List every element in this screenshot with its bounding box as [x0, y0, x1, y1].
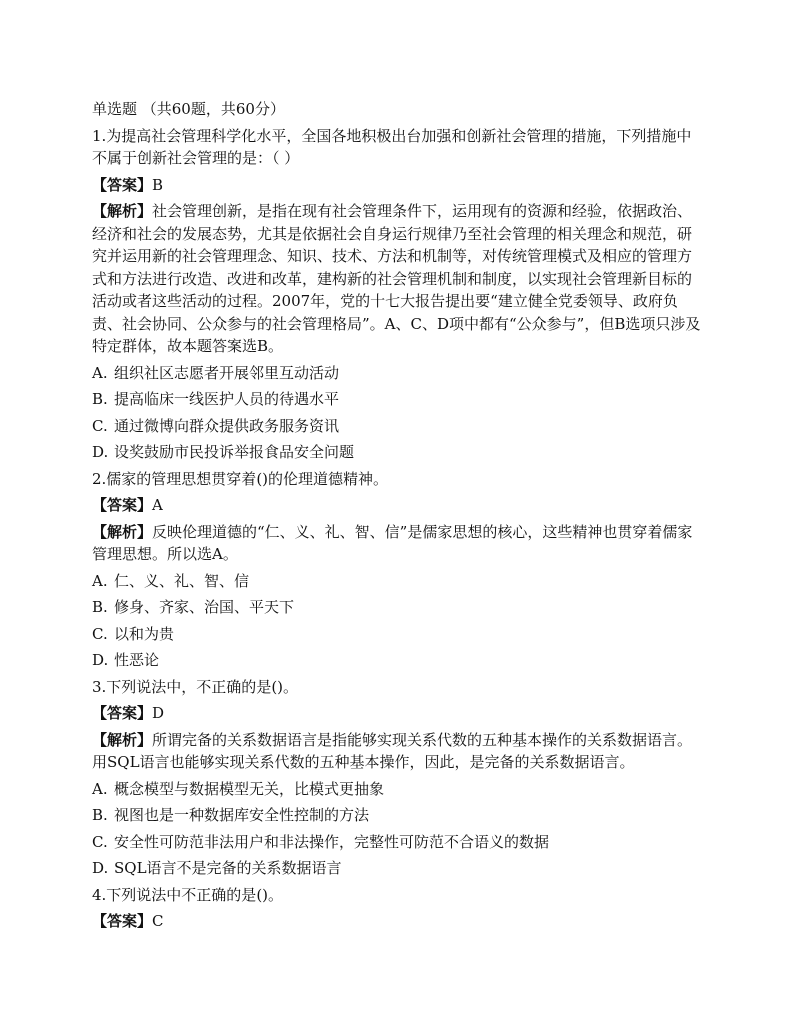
analysis-line: [92, 521, 704, 566]
analysis-text: 反映伦理道德的“仁、义、礼、智、信”是儒家思想的核心，这些精神也贯穿着儒家管理思想。所以选A。: [92, 522, 693, 563]
analysis-line: [92, 729, 704, 774]
option-text: 组织社区志愿者开展邻里互动活动: [114, 363, 340, 382]
option-d: [92, 649, 704, 672]
option-letter: B.: [92, 806, 108, 824]
analysis-label: 【解析】: [92, 522, 153, 541]
question-2: [92, 468, 704, 672]
option-text: 设奖鼓励市民投诉举报食品安全问题: [114, 443, 355, 461]
question-1: [92, 125, 704, 464]
option-a: [92, 570, 704, 593]
option-letter: A.: [92, 571, 108, 590]
answer-value: B: [152, 175, 164, 194]
question-stem: 4.下列说法中不正确的是()。: [92, 885, 284, 904]
option-d: [92, 441, 704, 464]
analysis-line: [92, 200, 704, 358]
answer-value: C: [152, 912, 164, 930]
exam-page: [92, 98, 704, 937]
option-c: [92, 623, 704, 646]
option-letter: B.: [92, 598, 108, 616]
option-text: 安全性可防范非法用户和非法操作，完整性可防范不合语义的数据: [114, 832, 550, 851]
option-text: 视图也是一种数据库安全性控制的方法: [114, 806, 370, 824]
option-letter: D.: [92, 443, 109, 461]
option-text: 提高临床一线医护人员的待遇水平: [114, 390, 340, 408]
answer-line: [92, 174, 704, 197]
answer-label: 【答案】: [92, 704, 153, 722]
option-letter: C.: [92, 624, 108, 643]
option-letter: D.: [92, 859, 109, 877]
option-text: SQL语言不是完备的关系数据语言: [114, 859, 342, 877]
answer-value: D: [152, 704, 165, 722]
answer-line: [92, 910, 704, 933]
option-b: [92, 388, 704, 411]
option-letter: C.: [92, 416, 108, 435]
option-text: 通过微博向群众提供政务服务资讯: [114, 416, 340, 435]
option-text: 修身、齐家、治国、平天下: [114, 598, 295, 616]
option-text: 性恶论: [114, 651, 160, 669]
analysis-text: 所谓完备的关系数据语言是指能够实现关系代数的五种基本操作的关系数据语言。用SQL语言也能够实现关系代数的五种基本操作，因此，是完备的关系数据语言。: [92, 730, 693, 771]
question-stem: 3.下列说法中，不正确的是()。: [92, 677, 299, 696]
answer-value: A: [152, 496, 163, 514]
option-letter: D.: [92, 651, 109, 669]
analysis-label: 【解析】: [92, 730, 153, 749]
answer-line: [92, 702, 704, 725]
section-header: 单选题 （共60题，共60分）: [92, 100, 285, 118]
option-letter: A.: [92, 363, 108, 382]
option-text: 以和为贵: [114, 624, 175, 643]
option-letter: B.: [92, 390, 108, 408]
question-stem: 1.为提高社会管理科学化水平，全国各地积极出台加强和创新社会管理的措施，下列措施中不属于创新社会管理的是：（ ）: [92, 126, 692, 167]
option-b: [92, 596, 704, 619]
answer-line: [92, 494, 704, 517]
option-c: [92, 831, 704, 854]
answer-label: 【答案】: [92, 175, 153, 194]
analysis-label: 【解析】: [92, 202, 153, 220]
option-text: 仁、义、礼、智、信: [114, 571, 250, 590]
answer-label: 【答案】: [92, 912, 153, 930]
option-a: [92, 362, 704, 385]
answer-label: 【答案】: [92, 496, 153, 514]
option-letter: C.: [92, 832, 108, 851]
option-d: [92, 857, 704, 880]
question-stem: 2.儒家的管理思想贯穿着()的伦理道德精神。: [92, 469, 389, 488]
option-letter: A.: [92, 779, 108, 798]
question-4: [92, 884, 704, 933]
analysis-text: 社会管理创新，是指在现有社会管理条件下，运用现有的资源和经验，依据政治、经济和社会的发展态势，尤其是依据社会自身运行规律乃至社会管理的相关理念和规范，研究并运用新的社会管理理念、知识、技术、方法和机制等，对传统管理模式及相应的管理方式和方法进行改造、改进和改革，建构新的社会管理机制和制度，以实现社会管理新目标的活动或者这些活动的过程。2007年，党的十七大报告提出要“建立健全党委领导、政府负责、社会协同、公众参与的社会管理格局”。A、C、D项中都有“公众参与”，但B选项只涉及特定群体，故本题答案选B。: [92, 202, 701, 355]
option-text: 概念模型与数据模型无关，比模式更抽象: [114, 779, 385, 798]
option-b: [92, 804, 704, 827]
option-c: [92, 415, 704, 438]
option-a: [92, 778, 704, 801]
question-3: [92, 676, 704, 880]
